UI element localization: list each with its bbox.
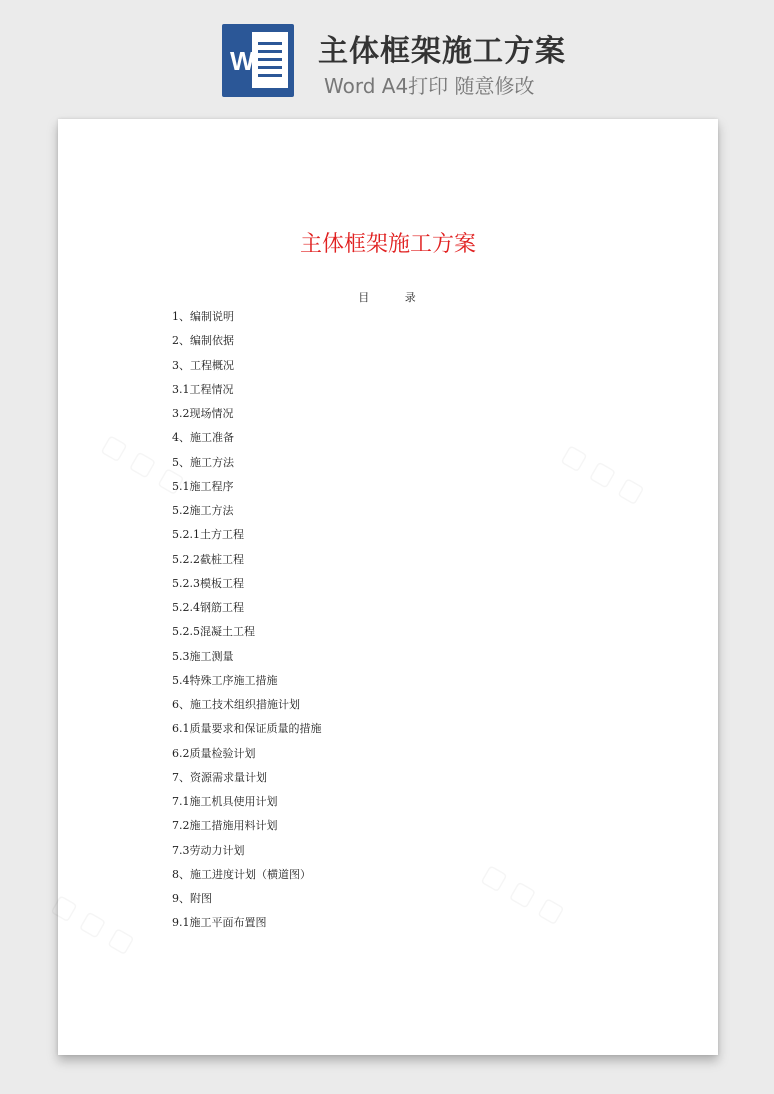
toc-item: 9、附图 [172,892,212,905]
toc-item: 7.3劳动力计划 [172,843,245,857]
toc-heading: 目 录 [358,291,418,304]
toc-item: 6.1质量要求和保证质量的措施 [172,722,322,736]
watermark-mark [557,438,650,509]
toc-item: 5.2.3模板工程 [172,576,244,590]
toc-item: 5.2.2截桩工程 [172,552,244,566]
toc-item: 3.1工程情况 [172,382,234,396]
toc-item: 7、资源需求量计划 [172,770,267,784]
toc-item: 8、施工进度计划（横道图） [172,867,311,881]
toc-item: 6.2质量检验计划 [172,746,256,760]
toc-item: 3、工程概况 [172,358,234,372]
toc-item: 1、编制说明 [172,310,234,323]
toc-item: 5.2.4钢筋工程 [172,601,244,614]
word-icon-letter: W [230,46,255,76]
toc-item: 5.2施工方法 [172,504,234,517]
toc-item: 2、编制依据 [172,334,234,348]
toc-item: 3.2现场情况 [172,407,234,420]
toc-item: 7.2施工措施用料计划 [172,819,278,833]
toc-item: 5.2.1土方工程 [172,528,244,542]
watermark-mark [47,888,140,959]
toc-item: 5.2.5混凝土工程 [172,625,255,639]
toc-item: 5.4特殊工序施工措施 [172,673,278,687]
toc-item: 5.1施工程序 [172,479,234,493]
document-page [58,119,718,1055]
toc-item: 6、施工技术组织措施计划 [172,698,300,711]
toc-item: 5、施工方法 [172,455,234,469]
toc-item: 9.1施工平面布置图 [172,916,267,930]
banner-title: 主体框架施工方案 [318,34,566,69]
table-of-contents [172,305,322,936]
document-title: 主体框架施工方案 [299,232,476,257]
watermark-mark [477,858,570,929]
toc-item: 7.1施工机具使用计划 [172,795,278,808]
banner-subtitle: Word A4打印 随意修改 [324,74,535,98]
toc-item: 4、施工准备 [172,431,234,445]
header-banner [0,0,774,110]
toc-item: 5.3施工测量 [172,649,234,663]
document-sheet-icon [252,32,288,88]
word-document-icon [222,24,294,97]
